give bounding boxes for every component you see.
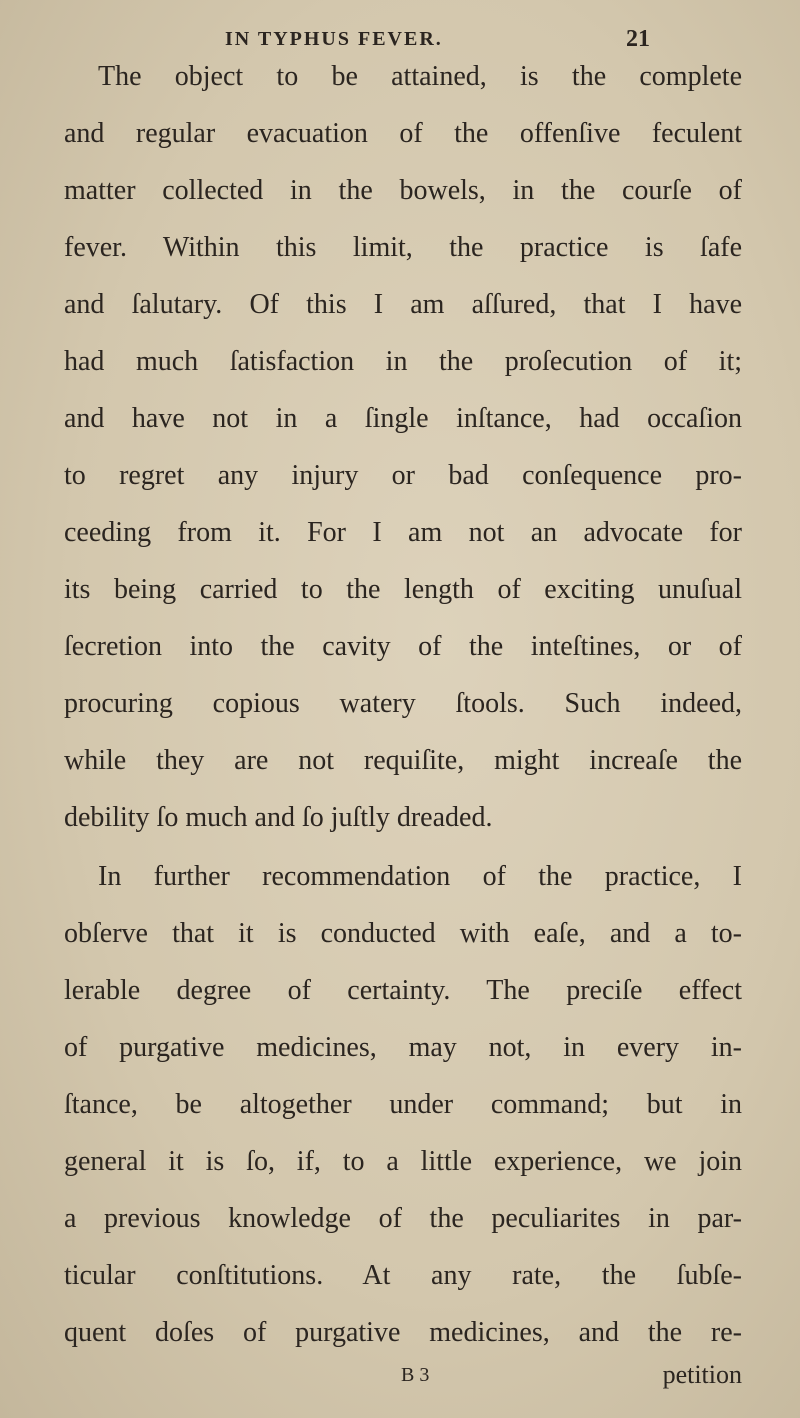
text-line: lerable degree of certainty. The preciſe effect [64, 975, 742, 1006]
text-line: The objeсt to be attained, is the complete [98, 61, 742, 92]
text-line: obſerve that it is conducted with eaſe, and a to- [64, 918, 742, 949]
signature-mark: B 3 [401, 1364, 430, 1386]
page-number: 21 [626, 26, 650, 52]
text-line: quent doſes of purgative medicines, and the re- [64, 1317, 742, 1348]
text-line: while they are not requiſite, might increaſe the [64, 745, 742, 776]
text-line: of purgative medicines, may not, in every in- [64, 1032, 742, 1063]
text-line: In further recommendation of the practice, I [98, 861, 742, 892]
paragraph-1 [64, 48, 742, 846]
text-line: ſecretion into the cavity of the inteſtines, or of [64, 631, 742, 662]
text-line: fever. Within this limit, the practice is ſafe [64, 232, 742, 263]
text-line: and have not in a ſingle inſtance, had occaſion [64, 403, 742, 434]
text-line: ceeding from it. For I am not an advocate for [64, 517, 742, 548]
page-footer [64, 1360, 742, 1400]
running-title: IN TYPHUS FEVER. [225, 28, 443, 50]
text-line: and regular evacuation of the offenſive feculent [64, 118, 742, 149]
paragraph-2 [64, 848, 742, 1361]
text-line: had much ſatisfaction in the proſecution of it; [64, 346, 742, 377]
text-line: to regret any injury or bad conſequence pro- [64, 460, 742, 491]
text-line: ſtance, be altogether under command; but in [64, 1089, 742, 1120]
text-line: a previous knowledge of the peculiarites in par- [64, 1203, 742, 1234]
catchword: petition [662, 1360, 742, 1389]
text-line: general it is ſo, if, to a little experience, we join [64, 1146, 742, 1177]
text-line: ticular conſtitutions. At any rate, the ſubſe- [64, 1260, 742, 1291]
text-line: debility ſo much and ſo juſtly dreaded. [64, 802, 493, 833]
text-line: matter collected in the bowels, in the courſe of [64, 175, 742, 206]
text-line: procuring copious watery ſtools. Such indeed, [64, 688, 742, 719]
text-line: and ſalutary. Of this I am aſſured, that I have [64, 289, 742, 320]
text-line: its being carried to the length of exciting unuſual [64, 574, 742, 605]
